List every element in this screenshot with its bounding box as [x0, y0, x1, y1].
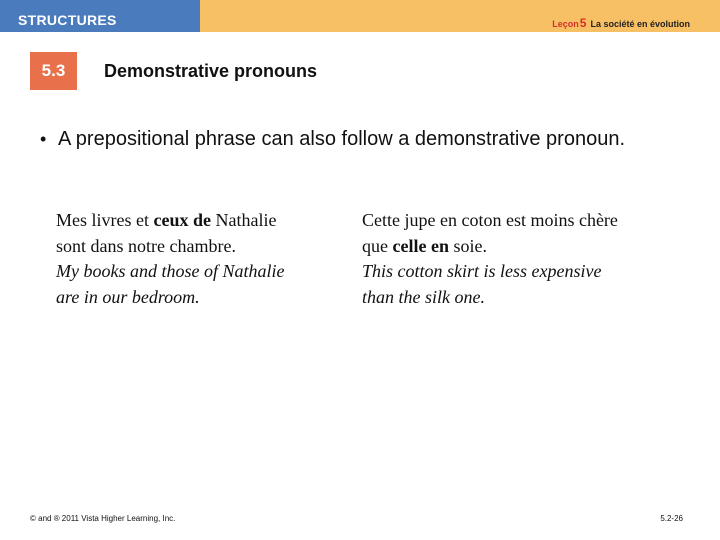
example-fr-line: que celle en soie.: [362, 235, 487, 256]
example-en-line: than the silk one.: [362, 286, 485, 307]
lesson-number: 5: [579, 16, 587, 30]
example-en-line: This cotton skirt is less expensive: [362, 261, 602, 281]
example-en-line: are in our bedroom.: [56, 286, 200, 307]
example-1: [56, 208, 284, 310]
bullet-icon: •: [40, 129, 47, 149]
lesson-word: Leçon: [552, 19, 579, 29]
brand-label: STRUCTURES: [18, 12, 117, 28]
example-en-line: My books and those of Nathalie: [56, 261, 285, 281]
header-lesson-bar: [200, 0, 720, 32]
bullet-text: A prepositional phrase can also follow a demonstrative pronoun.: [58, 128, 626, 150]
copyright: © and ® 2011 Vista Higher Learning, Inc.: [30, 514, 176, 523]
section-number-badge: 5.3: [30, 52, 77, 90]
example-fr-line: sont dans notre chambre.: [56, 235, 236, 256]
example-fr-line: Cette jupe en coton est moins chère: [362, 210, 618, 230]
header-brand-bar: [0, 0, 200, 32]
lesson-label: [552, 16, 690, 30]
example-fr-line: Mes livres et ceux de Nathalie: [56, 210, 277, 230]
example-2: [362, 208, 618, 310]
page-number: 5.2-26: [660, 514, 683, 523]
page-title: Demonstrative pronouns: [104, 61, 318, 81]
lesson-title: La société en évolution: [590, 19, 690, 29]
bullet-point: [40, 126, 680, 152]
